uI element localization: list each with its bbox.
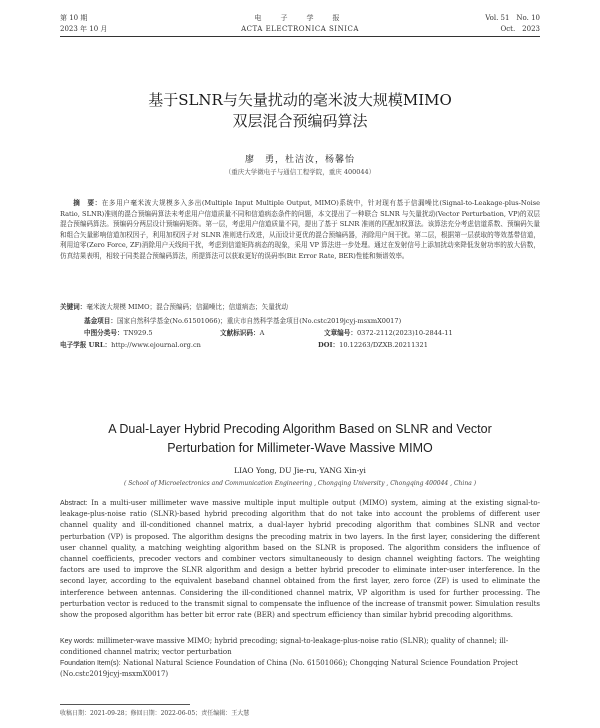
doi-value[interactable]: 10.12263/DZXB.20211321 xyxy=(339,341,428,349)
doi-label: DOI： xyxy=(318,341,340,349)
english-fund-label: Foundation Item(s): xyxy=(60,660,121,667)
chinese-abstract-label: 摘 要： xyxy=(73,199,102,207)
english-title-line-1: A Dual-Layer Hybrid Precoding Algorithm Based on SLNR and Vector xyxy=(108,422,492,436)
class-value: TN929.5 xyxy=(123,329,153,337)
journal-name-cn: 电 子 学 报 xyxy=(254,14,346,22)
chinese-fund-label: 基金项目： xyxy=(84,317,117,325)
class-label: 中图分类号： xyxy=(84,329,124,337)
english-title xyxy=(60,420,540,458)
chinese-fund-text: 国家自然科学基金(No.61501066)；重庆市自然科学基金项目(No.cstc2019jcyj-msxmX0017) xyxy=(116,317,402,325)
footnote-divider xyxy=(60,704,190,705)
issue-number: 第 10 期 xyxy=(60,14,88,22)
received-date-footnote: 收稿日期：2021-09-28；修回日期：2022-06-05；责任编辑：王大慧 xyxy=(60,710,250,717)
chinese-authors: 廖 勇，杜洁汝，杨馨怡 xyxy=(244,155,355,165)
chinese-fund xyxy=(84,316,540,326)
article-number-value: 0372-2112(2023)10-2844-11 xyxy=(356,329,453,337)
doc-code-label: 文献标识码： xyxy=(220,329,260,337)
journal-name-en: ACTA ELECTRONICA SINICA xyxy=(241,25,359,33)
chinese-keywords-text: 毫米波大规模 MIMO；混合预编码；信漏噪比；信道病态；矢量扰动 xyxy=(86,303,289,311)
issue-date-cn: 2023 年 10 月 xyxy=(60,25,108,33)
chinese-abstract xyxy=(60,198,540,262)
volume-number: Vol. 51 No. 10 xyxy=(485,14,540,22)
url-label: 电子学报 URL： xyxy=(60,341,112,349)
english-fund xyxy=(60,658,540,680)
chinese-affiliation: （重庆大学微电子与通信工程学院，重庆 400044） xyxy=(224,168,376,176)
header-divider xyxy=(60,36,540,37)
article-number-label: 文章编号： xyxy=(324,329,357,337)
english-authors: LIAO Yong, DU Jie-ru, YANG Xin-yi xyxy=(234,466,366,475)
chinese-title xyxy=(60,90,540,132)
english-abstract xyxy=(60,498,540,621)
chinese-keywords-label: 关键词： xyxy=(60,303,87,311)
english-keywords-label: Key words: xyxy=(60,638,95,645)
chinese-title-line-2: 双层混合预编码算法 xyxy=(232,112,368,130)
chinese-title-line-1: 基于SLNR与矢量扰动的毫米波大规模MIMO xyxy=(148,91,452,109)
english-abstract-label: Abstract: xyxy=(60,500,88,507)
doc-code-value: A xyxy=(259,329,265,337)
english-fund-text: National Natural Science Foundation of China (No. 61501066); Chongqing Natural Science Foundation Project (No.cstc2019jcyj-msxmX0017) xyxy=(60,659,519,678)
chinese-keywords xyxy=(60,302,540,312)
english-affiliation: ( School of Microelectronics and Communication Engineering , Chongqing University , Chongqing 400044 , China ) xyxy=(123,480,477,487)
english-abstract-text: In a multi-user millimeter wave massive multiple input multiple output (MIMO) system, aiming at the existing signal-to-leakage-plus-noise ratio (SLNR)-based hybrid precoding algorithm that do not take into account the problems of different user channel quality and ill-conditioned channel matrix, a dual-layer hybrid precoding algorithm that combines SLNR and vector perturbation (VP) is proposed. The algorithm designs the precoding matrix in two layers. In the first layer, considering the different user channel quality, a matching weighting algorithm based on the SLNR is proposed. The algorithm considers the influence of channel coefficients, precoder vectors and combiner vectors simultaneously to design channel weighting factors. The weighting factors are used to improve the SLNR algorithm and design a better hybrid precoder to eliminate inter-user interference. In the second layer, according to the equivalent baseband channel obtained from the first layer, zero force (ZF) is used to eliminate the interference between antennas. Considering the ill-conditioned channel matrix, VP algorithm is used for further processing. The perturbation vector is reduced to the transmit signal to compensate the influence of the increase of transmit power. Simulation results show the proposed algorithm has better bit error rate (BER) and spectrum efficiency than similar hybrid precoding algorithms. xyxy=(60,499,540,620)
issue-date-en: Oct. 2023 xyxy=(500,25,540,33)
english-keywords-text: millimeter-wave massive MIMO; hybrid precoding; signal-to-leakage-plus-noise ratio (SLNR); quality of channel; ill-conditioned channel matrix; vector perturbation xyxy=(60,637,509,656)
english-title-line-2: Perturbation for Millimeter-Wave Massive MIMO xyxy=(167,441,433,455)
chinese-abstract-text: 在多用户毫米波大规模多入多出(Multiple Input Multiple Output, MIMO)系统中，针对现有基于信漏噪比(Signal-to-Leakage-plus-Noise Ratio, SLNR)准则的混合预编码算法未考虑用户信道质量不同和信道病态条件的问题，本文提出了一种联合 SLNR 与矢量扰动(Vector Perturbation, VP)的双层混合预编码算法。预编码分两层设计预编码矩阵。第一层，考虑用户信道质量不同，提出了基于 SLNR 准则的匹配加权算法。该算法充分考虑信道系数、预编码矢量和组合矢量影响信道加权因子，利用加权因子对 SLNR 准则进行改进，从而设计更优的混合预编码器，消除用户间干扰。第二层，根据第一层获取的等效基带信道，利用迫零(Zero Force, ZF)消除用户天线间干扰，考虑到信道矩阵病态的现象，采用 VP 算法进一步处理。通过在发射信号上添加扰动来降低发射功率的放大倍数，仿真结果表明，相较于同类混合预编码算法，所提算法可以获取更好的误码率(Bit Error Rate, BER)性能和频谱效率。 xyxy=(60,199,540,260)
english-keywords xyxy=(60,636,540,658)
journal-url[interactable]: http://www.ejournal.org.cn xyxy=(111,341,201,349)
